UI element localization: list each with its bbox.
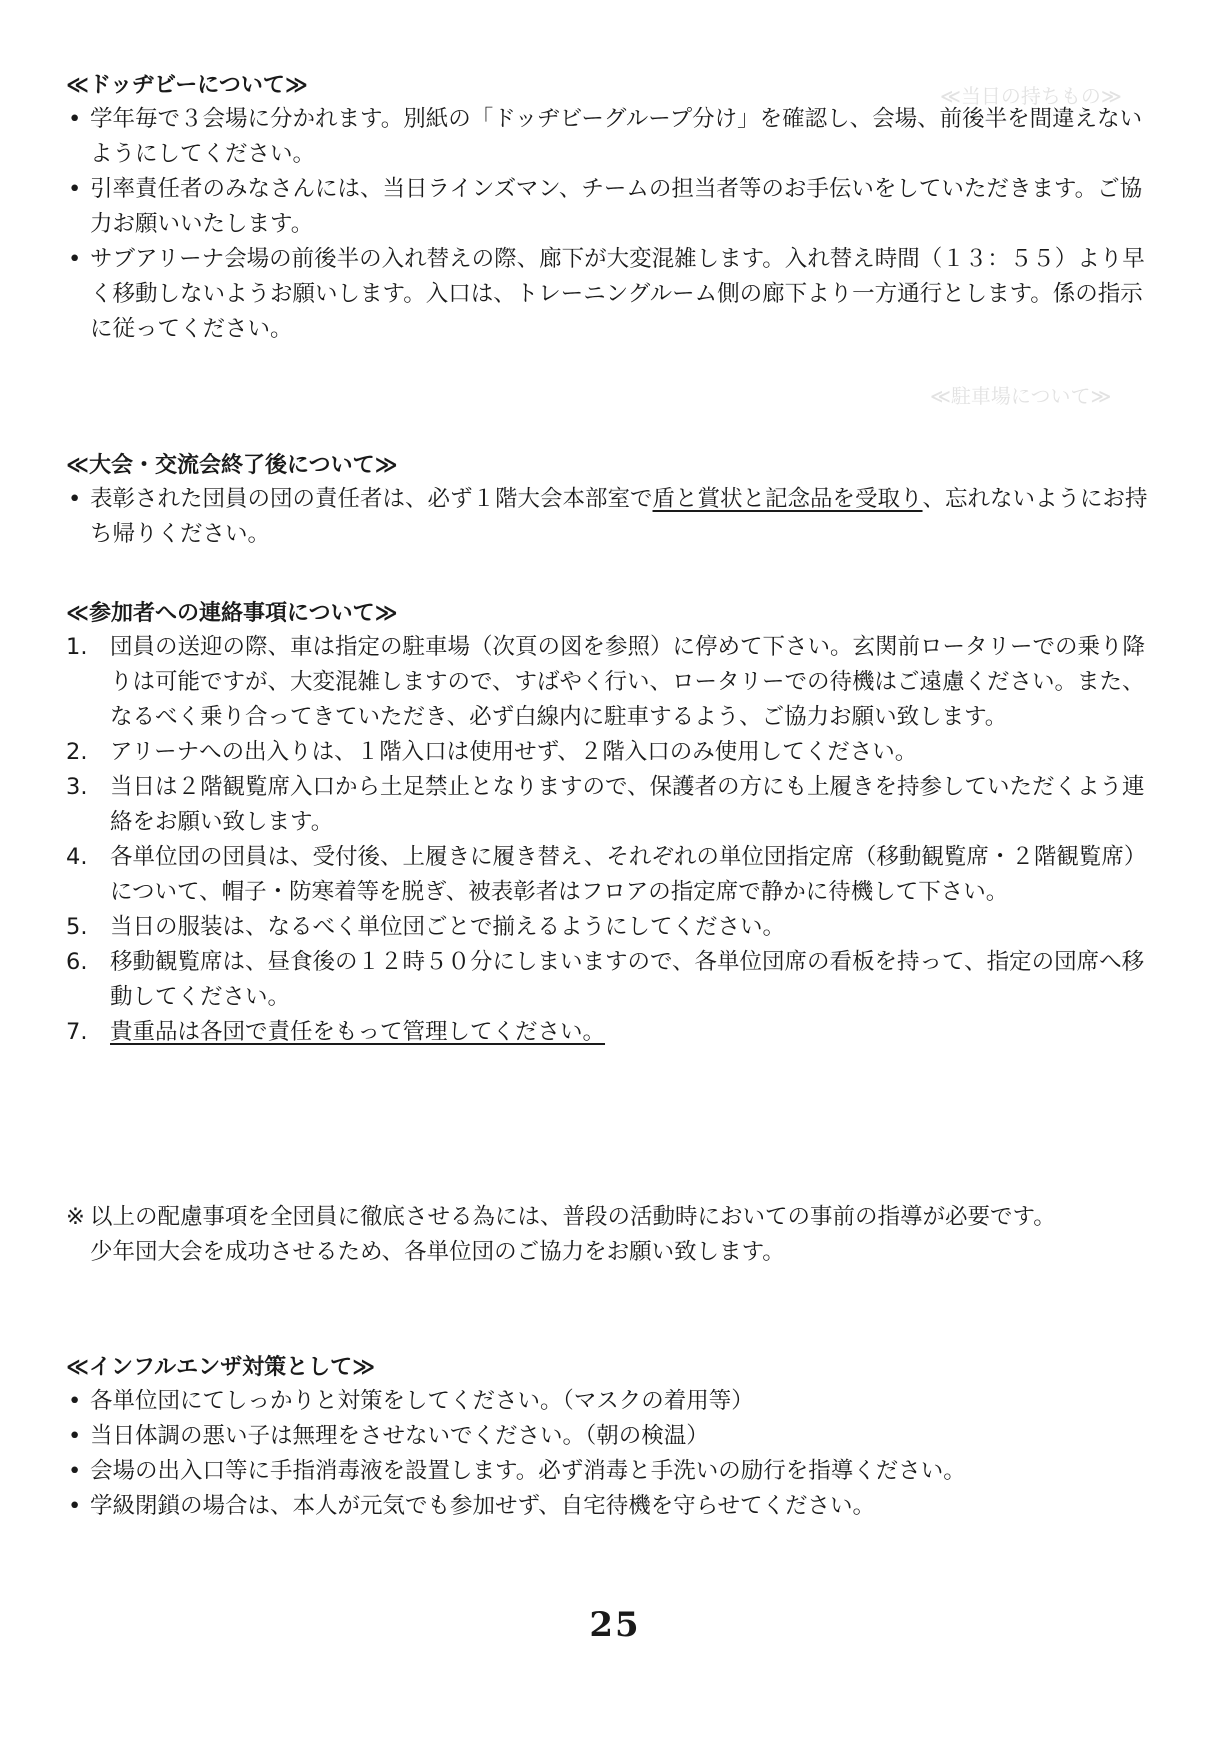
bullet-list	[66, 1384, 1156, 1524]
bleed-through-text: ≪当日の持ちもの≫	[940, 84, 1122, 108]
section-heading: ≪インフルエンザ対策として≫	[66, 1355, 376, 1380]
list-item	[66, 172, 1156, 242]
item-text: 当日の服装は、なるべく単位団ごとで揃えるようにしてください。	[110, 914, 786, 940]
list-item	[66, 1489, 1156, 1524]
item-number: 5.	[66, 914, 88, 940]
item-text: 移動観覧席は、昼食後の１２時５０分にしまいますので、各単位団席の看板を持って、指定の団席へ移動してください。	[110, 949, 1145, 1010]
numbered-list	[66, 630, 1156, 1050]
item-number: 2.	[66, 739, 88, 765]
list-item	[66, 242, 1156, 347]
item-text: 団員の送迎の際、車は指定の駐車場（次頁の図を参照）に停めて下さい。玄関前ロータリーでの乗り降りは可能ですが、大変混雑しますので、すばやく行い、ロータリーでの待機はご遠慮ください。また、なるべく乗り合ってきていただき、必ず白線内に駐車するよう、ご協力お願い致します。	[110, 634, 1146, 730]
item-text: 引率責任者のみなさんには、当日ラインズマン、チームの担当者等のお手伝いをしていただきます。ご協力お願いいたします。	[90, 176, 1143, 237]
section-influenza	[66, 1352, 1156, 1524]
item-text: 当日体調の悪い子は無理をさせないでください。（朝の検温）	[90, 1423, 709, 1449]
item-text: アリーナへの出入りは、１階入口は使用せず、２階入口のみ使用してください。	[110, 739, 918, 765]
numbered-item	[66, 630, 1156, 735]
list-item	[66, 1384, 1156, 1419]
section-after-event	[66, 450, 1156, 552]
item-text: 学年毎で３会場に分かれます。別紙の「ドッヂビーグループ分け」を確認し、会場、前後半を間違えないようにしてください。	[90, 106, 1143, 167]
section-dodgebee	[66, 70, 1156, 347]
section-heading: ≪ドッヂビーについて≫	[66, 73, 308, 98]
item-text: 、忘れないようにお持ち帰りください。	[90, 486, 1148, 547]
section-note	[66, 1200, 1156, 1270]
item-number: 6.	[66, 949, 88, 975]
numbered-item	[66, 945, 1156, 1015]
item-number: 1.	[66, 634, 88, 660]
bullet-mark: •	[68, 1458, 82, 1484]
bleed-through-text: ≪駐車場について≫	[930, 384, 1112, 408]
bullet-mark: •	[68, 106, 82, 132]
note-subtext: 少年団大会を成功させるため、各単位団のご協力をお願い致します。	[90, 1239, 785, 1265]
item-text: 各単位団の団員は、受付後、上履きに履き替え、それぞれの単位団指定席（移動観覧席・２階観覧席）について、帽子・防寒着等を脱ぎ、被表彰者はフロアの指定席で静かに待機して下さい。	[110, 844, 1147, 905]
note-text: 以上の配慮事項を全団員に徹底させる為には、普段の活動時においての事前の指導が必要です。	[90, 1204, 1056, 1230]
item-number: 7.	[66, 1019, 88, 1045]
numbered-item	[66, 840, 1156, 910]
reference-mark: ※	[66, 1204, 85, 1230]
numbered-item	[66, 910, 1156, 945]
bullet-mark: •	[68, 246, 82, 272]
numbered-item	[66, 770, 1156, 840]
list-item	[66, 102, 1156, 172]
bullet-mark: •	[68, 1493, 82, 1519]
list-item	[66, 482, 1156, 552]
item-number: 4.	[66, 844, 88, 870]
bullet-list	[66, 482, 1156, 552]
numbered-item	[66, 735, 1156, 770]
list-item	[66, 1454, 1156, 1489]
note-paragraph	[66, 1200, 1156, 1235]
page-number: 25	[589, 1605, 641, 1645]
item-text: 表彰された団員の団の責任者は、必ず１階大会本部室で	[90, 486, 653, 512]
section-heading: ≪大会・交流会終了後について≫	[66, 453, 398, 478]
numbered-item	[66, 1015, 1156, 1050]
list-item	[66, 1419, 1156, 1454]
item-text-underlined: 貴重品は各団で責任をもって管理してください。	[110, 1019, 606, 1045]
section-participant-notices	[66, 598, 1156, 1050]
item-text: 会場の出入口等に手指消毒液を設置します。必ず消毒と手洗いの励行を指導ください。	[90, 1458, 966, 1484]
item-text-underlined: 盾と賞状と記念品を受取り	[652, 486, 923, 512]
item-text: 当日は２階観覧席入口から土足禁止となりますので、保護者の方にも上履きを持参していただくよう連絡をお願い致します。	[110, 774, 1145, 835]
bullet-mark: •	[68, 486, 82, 512]
section-heading: ≪参加者への連絡事項について≫	[66, 601, 398, 626]
bullet-mark: •	[68, 1388, 82, 1414]
bullet-mark: •	[68, 1423, 82, 1449]
item-number: 3.	[66, 774, 88, 800]
item-text: サブアリーナ会場の前後半の入れ替えの際、廊下が大変混雑します。入れ替え時間（１３：５５）より早く移動しないようお願いします。入口は、トレーニングルーム側の廊下より一方通行とします。係の指示に従ってください。	[90, 246, 1145, 342]
item-text: 各単位団にてしっかりと対策をしてください。（マスクの着用等）	[90, 1388, 754, 1414]
bullet-list	[66, 102, 1156, 347]
item-text: 学級閉鎖の場合は、本人が元気でも参加せず、自宅待機を守らせてください。	[90, 1493, 876, 1519]
bullet-mark: •	[68, 176, 82, 202]
